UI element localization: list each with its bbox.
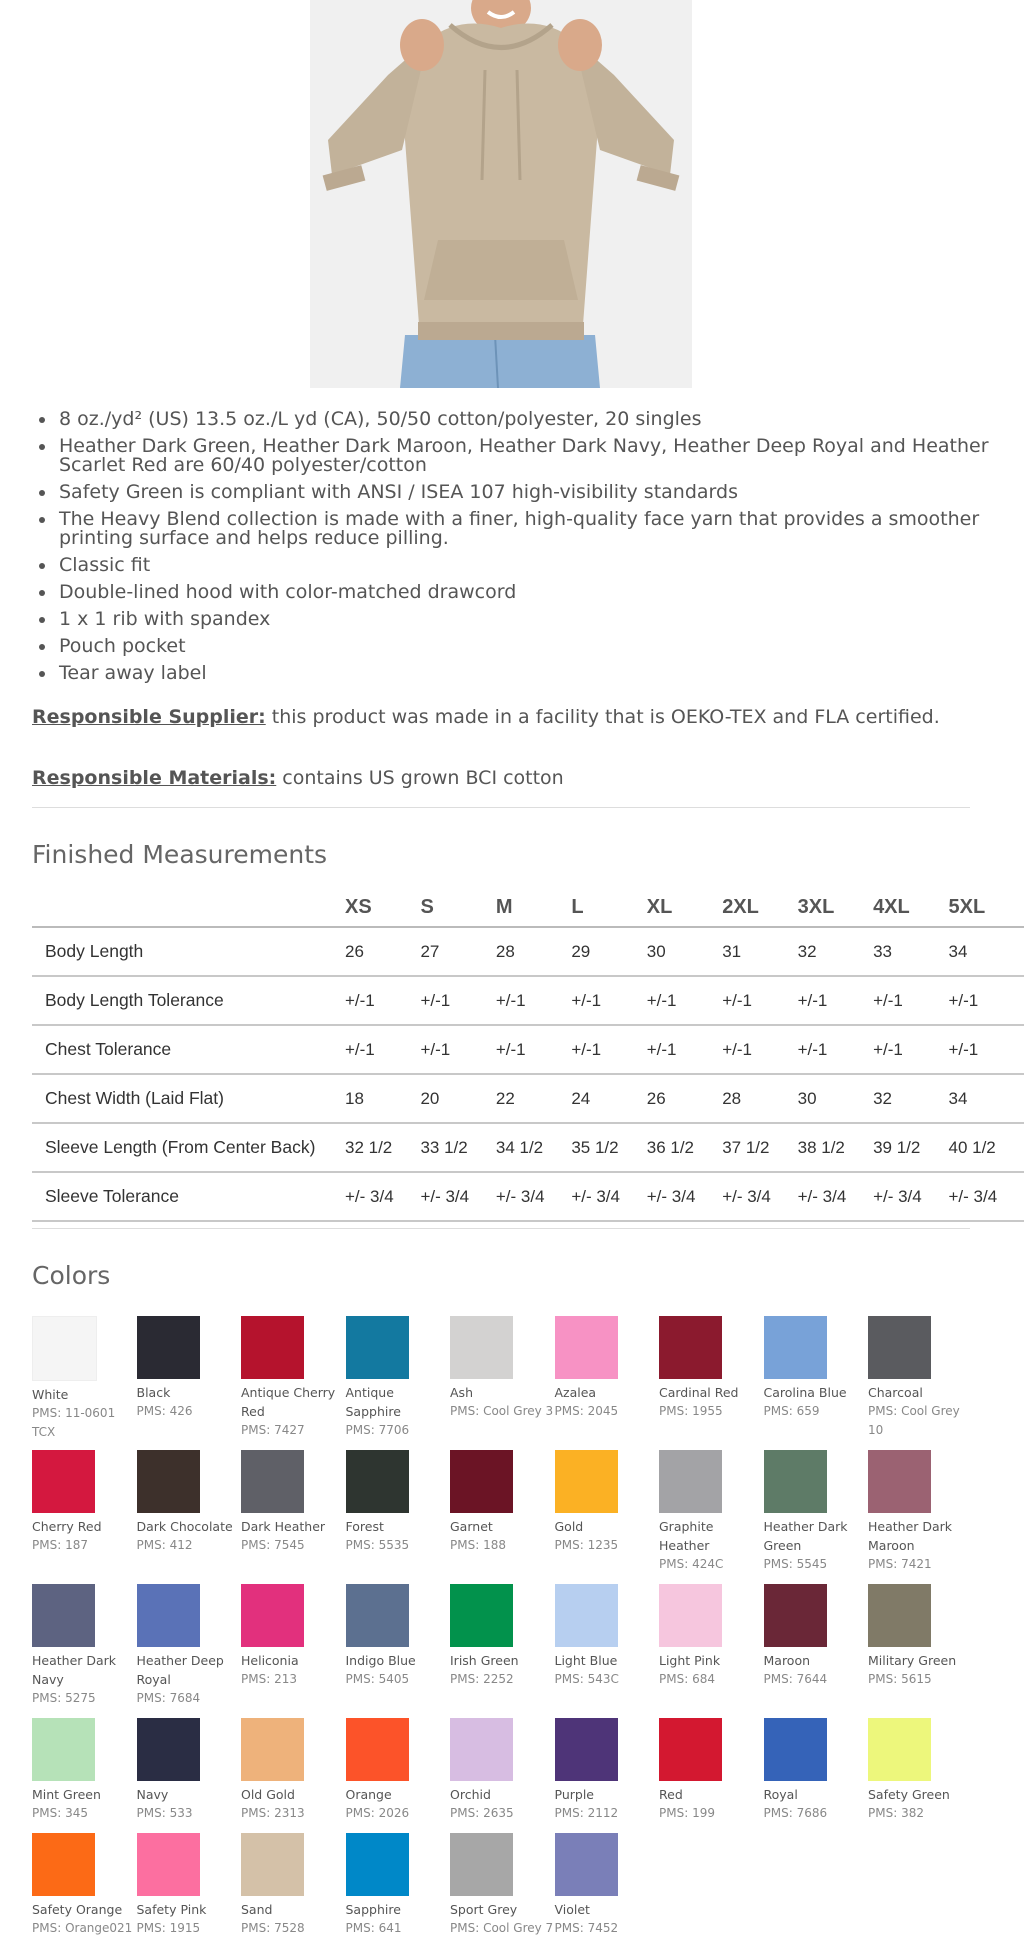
measurement-label: Body Length — [32, 927, 345, 976]
measurement-value: 33 — [873, 927, 948, 976]
color-name: Sapphire — [345, 1902, 401, 1917]
measurement-value: 32 — [873, 1074, 948, 1123]
feature-item: • Double-lined hood with color-matched drawcord — [57, 583, 1017, 602]
color-swatch-item[interactable] — [764, 1450, 868, 1574]
color-name: Heather Deep Royal — [136, 1653, 224, 1687]
color-swatch[interactable] — [32, 1450, 95, 1513]
color-swatch-item[interactable] — [346, 1833, 450, 1938]
measurement-value: 35 1/2 — [571, 1123, 646, 1172]
color-swatch[interactable] — [764, 1718, 827, 1781]
measurement-value: 31 — [722, 927, 797, 976]
color-pms: PMS: 7452 — [554, 1921, 619, 1935]
measurement-value: 32 1/2 — [345, 1123, 420, 1172]
measurement-value: +/- 3/4 — [949, 1172, 1024, 1221]
measurement-value: +/-1 — [496, 976, 571, 1025]
measurement-label: Sleeve Tolerance — [32, 1172, 345, 1221]
feature-item: • 8 oz./yd² (US) 13.5 oz./L yd (CA), 50/50 cotton/polyester, 20 singles — [57, 410, 1017, 429]
color-swatch-item[interactable] — [32, 1450, 136, 1555]
color-swatch-item[interactable] — [137, 1450, 241, 1555]
measurement-row — [32, 976, 1024, 1025]
measurement-label: Sleeve Length (From Center Back) — [32, 1123, 345, 1172]
color-name: Mint Green — [32, 1787, 101, 1802]
color-pms: PMS: 7545 — [241, 1538, 305, 1552]
measurement-value: +/- 3/4 — [647, 1172, 722, 1221]
color-pms: PMS: 2252 — [450, 1672, 514, 1686]
color-swatch-item[interactable] — [346, 1718, 450, 1823]
measurement-value: +/-1 — [949, 976, 1024, 1025]
color-name: Royal — [763, 1787, 798, 1802]
feature-item: • Tear away label — [57, 664, 1017, 683]
color-swatch-item[interactable] — [137, 1833, 241, 1938]
color-name: Orchid — [450, 1787, 491, 1802]
measurement-value: 39 1/2 — [873, 1123, 948, 1172]
measurement-value: 28 — [496, 927, 571, 976]
color-swatch-item[interactable] — [555, 1450, 659, 1555]
color-swatch[interactable] — [555, 1584, 618, 1647]
color-pms: PMS: 641 — [345, 1921, 402, 1935]
measurement-label: Chest Width (Laid Flat) — [32, 1074, 345, 1123]
measurement-row — [32, 1074, 1024, 1123]
measurement-value: +/-1 — [798, 1025, 873, 1074]
color-swatch-item[interactable] — [764, 1584, 868, 1689]
measurement-value: 27 — [420, 927, 495, 976]
color-swatch[interactable] — [868, 1584, 931, 1647]
measurement-row — [32, 1123, 1024, 1172]
color-swatch-item[interactable] — [659, 1718, 763, 1823]
color-pms: PMS: 199 — [659, 1806, 715, 1820]
feature-item: • Pouch pocket — [57, 637, 1017, 656]
measurement-value: +/- 3/4 — [571, 1172, 646, 1221]
color-name: Light Blue — [554, 1653, 618, 1668]
color-swatch[interactable] — [241, 1833, 304, 1896]
color-swatch-item[interactable] — [32, 1316, 136, 1442]
measurement-row — [32, 1025, 1024, 1074]
color-pms: PMS: Orange021 — [32, 1921, 133, 1935]
color-swatch[interactable] — [450, 1718, 513, 1781]
color-swatch[interactable] — [32, 1718, 95, 1781]
color-swatch[interactable] — [659, 1450, 722, 1513]
color-swatch[interactable] — [868, 1718, 931, 1781]
measurement-value: +/- 3/4 — [798, 1172, 873, 1221]
measurement-value: +/- 3/4 — [345, 1172, 420, 1221]
color-pms: PMS: 684 — [659, 1672, 715, 1686]
color-swatch-item[interactable] — [659, 1316, 763, 1421]
measurement-value: +/-1 — [420, 976, 495, 1025]
color-swatch[interactable] — [868, 1450, 931, 1513]
color-swatch-item[interactable] — [241, 1833, 345, 1938]
color-name: Indigo Blue — [345, 1653, 416, 1668]
color-pms: PMS: 1955 — [659, 1404, 723, 1418]
color-pms: PMS: 188 — [450, 1538, 506, 1552]
color-swatch-item[interactable] — [555, 1584, 659, 1689]
measurement-value: 22 — [496, 1074, 571, 1123]
color-name: Light Pink — [659, 1653, 721, 1668]
color-name: Safety Orange — [32, 1902, 123, 1917]
color-swatch[interactable] — [555, 1450, 618, 1513]
measurement-value: +/-1 — [798, 976, 873, 1025]
color-swatch[interactable] — [450, 1316, 513, 1379]
measurement-value: 26 — [647, 1074, 722, 1123]
color-name: Old Gold — [241, 1787, 295, 1802]
color-pms: PMS: 7528 — [241, 1921, 305, 1935]
feature-item: • Heather Dark Green, Heather Dark Maroon, Heather Dark Navy, Heather Deep Royal and Heather Scarlet Red are 60/40 polyester/cotton — [57, 437, 1017, 475]
measurement-row — [32, 927, 1024, 976]
responsible-materials-text: contains US grown BCI cotton — [276, 767, 564, 789]
measurement-value: +/-1 — [571, 1025, 646, 1074]
color-swatch-item[interactable] — [346, 1316, 450, 1440]
measurement-value: 20 — [420, 1074, 495, 1123]
color-pms: PMS: 2313 — [241, 1806, 305, 1820]
color-pms: PMS: 533 — [136, 1806, 193, 1820]
color-swatch[interactable] — [137, 1833, 200, 1896]
color-pms: PMS: 1915 — [136, 1921, 201, 1935]
measurement-value: +/-1 — [647, 976, 722, 1025]
color-swatch[interactable] — [555, 1718, 618, 1781]
size-header: 2XL — [722, 895, 759, 918]
color-swatch-item[interactable] — [346, 1450, 450, 1555]
color-swatch-item[interactable] — [32, 1718, 136, 1823]
measurement-value: 40 1/2 — [949, 1123, 1024, 1172]
measurement-value: 30 — [647, 927, 722, 976]
color-pms: PMS: 5615 — [868, 1672, 932, 1686]
feature-item: • 1 x 1 rib with spandex — [57, 610, 1017, 629]
color-pms: PMS: 659 — [763, 1404, 820, 1418]
color-pms: PMS: 382 — [868, 1806, 924, 1820]
measurement-value: +/-1 — [571, 976, 646, 1025]
color-pms: PMS: 5545 — [763, 1557, 828, 1571]
size-header: 5XL — [948, 895, 986, 918]
divider — [32, 1228, 970, 1229]
color-swatch[interactable] — [346, 1718, 409, 1781]
color-pms: PMS: 7427 — [241, 1423, 305, 1437]
measurement-value: +/-1 — [420, 1025, 495, 1074]
color-name: Antique Cherry Red — [241, 1385, 336, 1419]
color-swatch[interactable] — [346, 1833, 409, 1896]
measurement-value: +/-1 — [873, 1025, 948, 1074]
header-corner — [32, 888, 345, 927]
color-swatch[interactable] — [659, 1718, 722, 1781]
measurements-table — [32, 888, 1024, 1222]
measurement-value: +/-1 — [647, 1025, 722, 1074]
color-name: Sand — [241, 1902, 273, 1917]
color-swatch[interactable] — [764, 1584, 827, 1647]
color-pms: PMS: 5535 — [345, 1538, 410, 1552]
size-header: 3XL — [797, 895, 835, 918]
color-swatch[interactable] — [32, 1316, 97, 1381]
color-swatch-item[interactable] — [659, 1584, 763, 1689]
color-name: Heather Dark Maroon — [868, 1519, 953, 1553]
color-name: Black — [136, 1385, 171, 1400]
color-swatch-item[interactable] — [137, 1316, 241, 1421]
color-swatch-item[interactable] — [32, 1584, 136, 1708]
color-name: Irish Green — [450, 1653, 519, 1668]
color-name: Cherry Red — [32, 1519, 102, 1534]
color-name: Cardinal Red — [659, 1385, 739, 1400]
color-name: Forest — [345, 1519, 384, 1534]
color-pms: PMS: 412 — [136, 1538, 193, 1552]
color-pms: PMS: 7421 — [868, 1557, 932, 1571]
measurement-value: 34 — [949, 927, 1024, 976]
color-name: Violet — [554, 1902, 590, 1917]
color-swatch[interactable] — [555, 1316, 618, 1379]
color-name: Purple — [554, 1787, 594, 1802]
measurement-row — [32, 1172, 1024, 1221]
responsible-supplier-text: this product was made in a facility that is OEKO-TEX and FLA certified. — [265, 706, 940, 728]
color-pms: PMS: 5405 — [345, 1672, 410, 1686]
color-swatch[interactable] — [137, 1584, 200, 1647]
color-pms: PMS: 543C — [554, 1672, 619, 1686]
feature-item: • Classic fit — [57, 556, 1017, 575]
measurement-value: 24 — [571, 1074, 646, 1123]
size-header: S — [420, 895, 434, 918]
measurement-value: 38 1/2 — [798, 1123, 873, 1172]
color-name: Orange — [345, 1787, 392, 1802]
color-swatch-item[interactable] — [764, 1316, 868, 1421]
color-swatch[interactable] — [346, 1316, 409, 1379]
color-swatch[interactable] — [450, 1450, 513, 1513]
color-pms: PMS: 345 — [32, 1806, 88, 1820]
color-pms: PMS: 7644 — [763, 1672, 828, 1686]
color-name: Ash — [450, 1385, 473, 1400]
color-name: Dark Heather — [241, 1519, 326, 1534]
color-pms: PMS: 426 — [136, 1404, 193, 1418]
color-pms: PMS: Cool Grey 3 — [450, 1404, 554, 1418]
color-swatch-item[interactable] — [764, 1718, 868, 1823]
measurement-value: 30 — [798, 1074, 873, 1123]
size-header: 4XL — [873, 895, 910, 918]
color-name: Red — [659, 1787, 683, 1802]
color-swatch[interactable] — [137, 1718, 200, 1781]
measurement-label: Chest Tolerance — [32, 1025, 345, 1074]
color-name: Graphite Heather — [659, 1519, 714, 1553]
measurement-value: +/- 3/4 — [873, 1172, 948, 1221]
color-swatch-item[interactable] — [137, 1584, 241, 1708]
color-name: Carolina Blue — [763, 1385, 847, 1400]
color-swatch-item[interactable] — [868, 1450, 972, 1574]
measurement-value: 28 — [722, 1074, 797, 1123]
color-swatch-item[interactable] — [241, 1450, 345, 1555]
size-header: XS — [345, 895, 372, 918]
color-pms: PMS: 187 — [32, 1538, 88, 1552]
color-swatch-item[interactable] — [555, 1316, 659, 1421]
color-pms: PMS: 7686 — [763, 1806, 828, 1820]
measurement-value: 37 1/2 — [722, 1123, 797, 1172]
color-name: Antique Sapphire — [345, 1385, 401, 1419]
color-swatch[interactable] — [346, 1584, 409, 1647]
measurements-body — [32, 927, 1024, 1221]
product-photo — [310, 0, 692, 388]
color-swatch[interactable] — [868, 1316, 931, 1379]
responsible-materials-label: Responsible Materials: — [32, 767, 277, 789]
responsible-materials — [32, 763, 992, 793]
color-swatch-item[interactable] — [868, 1718, 972, 1823]
color-name: Safety Green — [868, 1787, 950, 1802]
color-swatch-item[interactable] — [450, 1718, 554, 1823]
color-name: Maroon — [763, 1653, 811, 1668]
measurement-value: +/-1 — [722, 1025, 797, 1074]
color-name: Sport Grey — [450, 1902, 518, 1917]
color-pms: PMS: 213 — [241, 1672, 297, 1686]
measurement-value: 34 1/2 — [496, 1123, 571, 1172]
measurement-value: 18 — [345, 1074, 420, 1123]
color-name: Heliconia — [241, 1653, 299, 1668]
color-swatch-item[interactable] — [346, 1584, 450, 1689]
size-header: XL — [646, 895, 673, 918]
color-swatch[interactable] — [32, 1833, 95, 1896]
color-pms: PMS: 2026 — [345, 1806, 410, 1820]
feature-item: • Safety Green is compliant with ANSI / ISEA 107 high-visibility standards — [57, 483, 1017, 502]
color-swatch-item[interactable] — [241, 1718, 345, 1823]
color-swatch[interactable] — [137, 1450, 200, 1513]
color-pms: PMS: 1235 — [554, 1538, 619, 1552]
color-swatch[interactable] — [764, 1316, 827, 1379]
color-swatch-item[interactable] — [450, 1833, 554, 1938]
color-swatch[interactable] — [659, 1316, 722, 1379]
color-swatch[interactable] — [241, 1718, 304, 1781]
color-swatch-item[interactable] — [241, 1316, 345, 1440]
color-pms: PMS: Cool Grey 7 — [450, 1921, 554, 1935]
color-name: White — [32, 1387, 69, 1402]
color-name: Azalea — [554, 1385, 597, 1400]
color-swatch-item[interactable] — [137, 1718, 241, 1823]
divider — [32, 807, 970, 808]
color-swatch-item[interactable] — [555, 1833, 659, 1938]
color-pms: PMS: Cool Grey 10 — [868, 1404, 960, 1437]
color-swatch-item[interactable] — [32, 1833, 136, 1938]
measurement-value: +/- 3/4 — [420, 1172, 495, 1221]
color-name: Charcoal — [868, 1385, 923, 1400]
measurement-value: +/-1 — [345, 1025, 420, 1074]
color-swatch[interactable] — [555, 1833, 618, 1896]
color-swatch-item[interactable] — [868, 1584, 972, 1689]
measurement-value: 36 1/2 — [647, 1123, 722, 1172]
color-name: Garnet — [450, 1519, 493, 1534]
color-name: Heather Dark Navy — [32, 1653, 117, 1687]
color-pms: PMS: 424C — [659, 1557, 724, 1571]
measurement-value: +/- 3/4 — [496, 1172, 571, 1221]
color-swatch[interactable] — [764, 1450, 827, 1513]
size-header: M — [495, 895, 513, 918]
color-swatch[interactable] — [137, 1316, 200, 1379]
color-pms: PMS: 2635 — [450, 1806, 514, 1820]
color-swatch-item[interactable] — [450, 1450, 554, 1555]
color-pms: PMS: 11-0601 TCX — [32, 1406, 116, 1439]
measurement-value: 32 — [798, 927, 873, 976]
color-name: Gold — [554, 1519, 584, 1534]
measurement-value: +/-1 — [496, 1025, 571, 1074]
color-swatch[interactable] — [659, 1584, 722, 1647]
size-header: L — [571, 895, 584, 918]
color-swatch-item[interactable] — [450, 1584, 554, 1689]
color-swatch-item[interactable] — [555, 1718, 659, 1823]
color-pms: PMS: 2112 — [554, 1806, 619, 1820]
color-name: Heather Dark Green — [763, 1519, 848, 1553]
measurement-label: Body Length Tolerance — [32, 976, 345, 1025]
measurement-value: +/-1 — [873, 976, 948, 1025]
color-swatch[interactable] — [241, 1450, 304, 1513]
color-swatch[interactable] — [450, 1584, 513, 1647]
color-swatch[interactable] — [32, 1584, 95, 1647]
color-swatch-item[interactable] — [450, 1316, 554, 1421]
measurement-value: +/-1 — [345, 976, 420, 1025]
color-swatch-item[interactable] — [241, 1584, 345, 1689]
color-name: Dark Chocolate — [136, 1519, 233, 1534]
measurement-value: +/- 3/4 — [722, 1172, 797, 1221]
color-swatch[interactable] — [241, 1584, 304, 1647]
color-name: Safety Pink — [136, 1902, 207, 1917]
color-pms: PMS: 2045 — [554, 1404, 619, 1418]
color-pms: PMS: 5275 — [32, 1691, 96, 1705]
responsible-supplier — [32, 702, 992, 732]
measurement-value: 26 — [345, 927, 420, 976]
size-header-row — [32, 888, 1024, 927]
feature-item: • The Heavy Blend collection is made with a finer, high-quality face yarn that provides a smoother printing surface and helps reduce pilling. — [57, 510, 1017, 548]
measurement-value: +/-1 — [949, 1025, 1024, 1074]
feature-list — [32, 410, 1017, 691]
color-swatch-item[interactable] — [659, 1450, 763, 1574]
color-name: Military Green — [868, 1653, 957, 1668]
measurement-value: 29 — [571, 927, 646, 976]
measurements-title: Finished Measurements — [32, 840, 328, 869]
color-swatch[interactable] — [450, 1833, 513, 1896]
measurement-value: +/-1 — [722, 976, 797, 1025]
color-pms: PMS: 7684 — [136, 1691, 201, 1705]
color-swatch-item[interactable] — [868, 1316, 972, 1440]
measurement-value: 33 1/2 — [420, 1123, 495, 1172]
responsible-supplier-label: Responsible Supplier: — [32, 706, 266, 728]
color-pms: PMS: 7706 — [345, 1423, 410, 1437]
color-swatch[interactable] — [241, 1316, 304, 1379]
color-swatch[interactable] — [346, 1450, 409, 1513]
colors-title: Colors — [32, 1261, 111, 1290]
measurement-value: 34 — [949, 1074, 1024, 1123]
color-name: Navy — [136, 1787, 169, 1802]
